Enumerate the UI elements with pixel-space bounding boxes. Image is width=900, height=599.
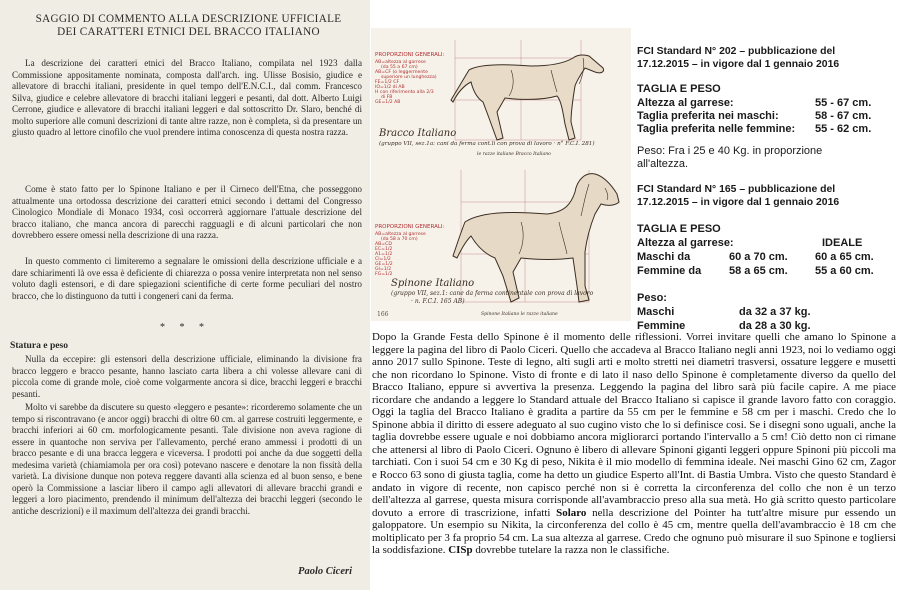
book-page [0,0,370,590]
fci-202-section: TAGLIA E PESO [637,83,721,95]
fci-165-peso-row-value: da 32 a 37 kg. [739,306,811,318]
fci-165-row-ideal: 60 a 65 cm. [815,251,874,263]
bracco-proportion-line: FE=1/2 CF [375,80,400,85]
spinone-proportions-title: PROPORZIONI GENERALI: [375,224,445,230]
fci-165-peso-label: Peso: [637,292,667,304]
page-number: 166 [377,311,389,318]
book-paragraph-4: Nulla da eccepire: gli estensori della descrizione ufficiale, eliminando la divisione fra bracco leggero e bracco pesante, hanno lasciato carta libera a chi volesse allevare cani di piccola come di grande mole, cioè come volgarmente ancora si dice, bracchi leggeri e bracchi pesanti. [12,354,362,399]
fci-165-header: FCI Standard N° 165 – pubblicazione del 17.12.2015 – in vigore dal 1 gennaio 2016 [637,184,840,208]
fci-165-row-ideal: 55 a 60 cm. [815,265,874,277]
book-paragraph-1: La descrizione dei caratteri etnici del Bracco Italiano, compilata nel 1923 dalla Commissione appositamente nominata, composta dall'arch. ing. Ulisse Bosisio, giudice e allevatore di bracchi italiani, presidente in quel tempo dell'E.N.C.I., dal comm. Francesco Silva, giudice e celebre allevatore di bracchi italiani leggeri e pesanti, dal dott. Alberto Luigi Cerrone, giudice e allevatore di bracchi italiani leggeri e dal sottoscritto Dr. Slaro, benché di molto superiore alle comuni descrizioni di tante altre razze, non è completa, sì da presentare un giusto quadro al lettore cinofilo che vuol prendere intima conoscenza di questa nostra razza. [12,58,362,138]
spinone-figure [371,162,631,321]
article-segment: nella descrizione del Pointer ha tutt'altre misure pur essendo un galoppatore. Un esempio su Nikita, la circonferenza del collo è 45 cm, mentre quella dell'avambraccio è 18 cm che moltiplicato per 3 fa proprio 54 cm. La sua altezza al garrese. Credo che ognuno può misurare il suo Spinone e togliersi la soddisfazione. [372,506,896,557]
article-segment: dovrebbe tutelare la razza non le classifiche. [472,544,670,557]
bracco-caption: (gruppo VII, sez.1a: cani da ferma cont.li con prova di lavoro · n° F.C.I. 281) [379,141,595,147]
bracco-proportion-line: H con riferimento alla 2/3 [375,90,434,95]
fci-165-ideale-label: IDEALE [822,237,863,249]
fci-165-section: TAGLIA E PESO [637,223,721,235]
book-paragraph-5: Molto vi sarebbe da discutere su questo «leggero e pesante»: ricorderemo solamente che un tempo si riscontravano (e ancor oggi) bracchi di oltre 60 cm. al garrese costruiti leggermente, e bracchi inferiori ai 60 cm. morfologicamente pesanti. Tale divisione non aveva ragione di essere in quantoche non serviva per l'allevamento, perché erano ammessi i prodotti di un bracco pesante e di una bracca leggera e viceversa. I prodotti poi anche da due soggetti della medesima varietà (chiamiamola per ora così) potevano nascere e denotare la non fissità della varietà. La divisione dunque non poteva reggere davanti alla scienza ed al buon senso, e bene operò la Commissione a lasciar libero il campo agli allevatori di allevare bracchi grandi e leggeri a loro piacimento, prendendo il minimum dell'altezza dei bracchi leggeri (secondo le antiche descrizioni) e il maximum dell'altezza dei grandi bracchi. [12,402,362,516]
spinone-caption: · n. F.C.I. 165 AB) [411,298,465,305]
fci-165-peso-row-label: Maschi [637,306,675,318]
spinone-footer: Spinone Italiano le razze italiane [481,312,558,317]
bracco-proportion-line: (da 55 a 67 cm) [381,65,418,70]
spinone-proportion-line: CI=1/2 [375,257,391,262]
fci-202-header: FCI Standard N° 202 – pubblicazione del 17.12.2015 – in vigore dal 1 gennaio 2016 [637,46,840,70]
bracco-proportion-line: AB=altezza al garrese [375,60,426,65]
book-paragraph-2: Come è stato fatto per lo Spinone Italiano e per il Cirneco dell'Etna, che posseggono attualmente una ortodossa descrizione dei caratteri etnici secondo i dettami del Congresso Cinologico Mondiale di Monaco 1934, così occorrerà aggiornare l'attuale descrizione del bracco italiano, che manca ancora di parecchi ragguagli e di alcuni particolari che non dovrebbero essere omessi nella descrizione di una razza. [12,184,362,241]
spinone-caption: (gruppo VII, sez.1: cane da ferma continentale con prova di lavoro [391,290,594,297]
bracco-proportion-line: superiore un lunghezza) [381,75,437,80]
spinone-proportion-line: AB=CD [375,242,392,247]
article-bold-cisp: CISp [448,544,473,557]
fci-165-row-label: Femmine da [637,265,702,277]
fci-165-row-label: Maschi da [637,251,691,263]
spinone-proportion-line: GI=1/2 [375,267,392,272]
spinone-proportion-line: GE=1/2 [375,262,393,267]
section-separator: * * * [160,322,210,333]
bracco-name: Bracco Italiano [379,128,457,139]
spinone-name: Spinone Italiano [391,278,475,289]
standard-drawings [371,28,631,321]
book-title [16,13,361,39]
book-title-line-1: SAGGIO DI COMMENTO ALLA DESCRIZIONE UFFICIALE [35,13,342,25]
article-text [372,331,896,557]
fci-202-row-label: Taglia preferita nelle femmine: [637,123,796,135]
fci-202-row-value: 55 - 67 cm. [815,97,872,109]
book-title-line-2: DEI CARATTERI ETNICI DEL BRACCO ITALIANO [57,26,320,38]
spinone-proportion-line: FG=1/2 [375,272,393,277]
article-segment: Dopo la Grande Festa dello Spinone è il momento delle riflessioni. Vorrei invitare quelli che amano lo Spinone a leggere la pagina del libro di Paolo Ciceri. Quello che accadeva al Bracco Italiano negli anni 1923, noi lo vediamo oggi anno 2017 sullo Spinone. Teste di legno, alti sugli arti e molto stretti nei diametri trasversi, ossature leggere e musetti che non ricordano lo Spinone. Visto di fronte e di lato il naso dello Spinone è completamente diverso da quello del Bracco Italiano, eppure si avvertiva la presenza. Leggendo la pagina del libro sarà più facile capire. A me piace ricordare che andando a leggere lo Standard attuale del Bracco Italiano si capisce il grande lavoro fatto con coraggio. Oggi la taglia del Bracco Italiano è gradita a partire da 55 cm per le femmine e 58 cm per i maschi. Credo che lo Spinone abbia il diritto di essere adeguato al suo cugino visto che lo si definisce cosi. Se i disegni sono uguali, anche la taglia dovrebbe essere uguale e noi dobbiamo ancora migliorarci portando l'intervallo a 5 cm! Ciò detto non ci rimane che attenersi al libro di Paolo Ciceri. Ognuno è libero di allevare Spinoni giganti leggeri oppure Spinoni più piccoli ma tarchiati. Con i suoi 54 cm e 30 Kg di peso, Nikita è il mio modello di femmina ideale. Nei maschi Gino 62 cm, Zagor e Rocco 63 sono di giusta taglia, come ha detto un giudice Esperto all'Int. di Bastia Umbra. Visto che questo Standard è andato in vigore di recente, non capisco perché non si è corretta la circonferenza del collo che non è un terzo dell'altezza al garrese, questa misura corrisponde all'avambraccio preso alla sua metà. Ho già scritto questo particolare dovuto a errore di trascrizione, infatti [372,331,896,519]
fci-202-row-value: 58 - 67 cm. [815,110,872,122]
bracco-proportion-line: di FB [381,95,393,100]
spinone-proportion-line: EC=1/2 [375,247,393,252]
bracco-proportions-title: PROPORZIONI GENERALI: [375,52,445,58]
bracco-proportion-line: GE=1/2 AB [375,100,401,105]
book-paragraph-3: In questo commento ci limiteremo a segnalare le omissioni della descrizione ufficiale e a dare schiarimenti là ove essa è deficiente di chiarezza o possa venire interpretata non nel senso voluto dagli estensori, e di dare spiegazioni scientifiche di certe forme peculiari del nostro bracco, che lo distinguono da tutti i congeneri cani da ferma. [12,256,362,301]
fci-202-row-label: Taglia preferita nei maschi: [637,110,779,122]
fci-165-row-range: 58 a 65 cm. [729,265,788,277]
fci-202-row-value: 55 - 62 cm. [815,123,872,135]
article-bold-solaro: Solaro [556,506,587,519]
fci-165-peso-row-value: da 28 a 30 kg. [739,320,811,332]
spinone-proportion-line: A1=1/2 [375,252,393,257]
bracco-proportion-line: IO=1/2 di AB [375,85,405,90]
section-heading: Statura e peso [10,340,69,351]
fci-165-row-range: 60 a 70 cm. [729,251,788,263]
spinone-proportion-line: (da 58 a 70 cm) [381,237,418,242]
bracco-figure [371,28,631,160]
fci-165-altezza-label: Altezza al garrese: [637,237,734,249]
spinone-proportion-line: AB=altezza al garrese [375,232,426,237]
fci-202-row-label: Altezza al garrese: [637,97,734,109]
fci-202-peso: Peso: Fra i 25 e 40 Kg. in proporzione all'altezza. [637,145,823,170]
author-signature: Paolo Ciceri [298,566,352,577]
fci-165-peso-row-label: Femmine [637,320,686,332]
bracco-proportion-line: AB=CF (o leggermente [375,70,428,75]
bracco-footer: le razze italiane Bracco Italiano [477,152,551,157]
